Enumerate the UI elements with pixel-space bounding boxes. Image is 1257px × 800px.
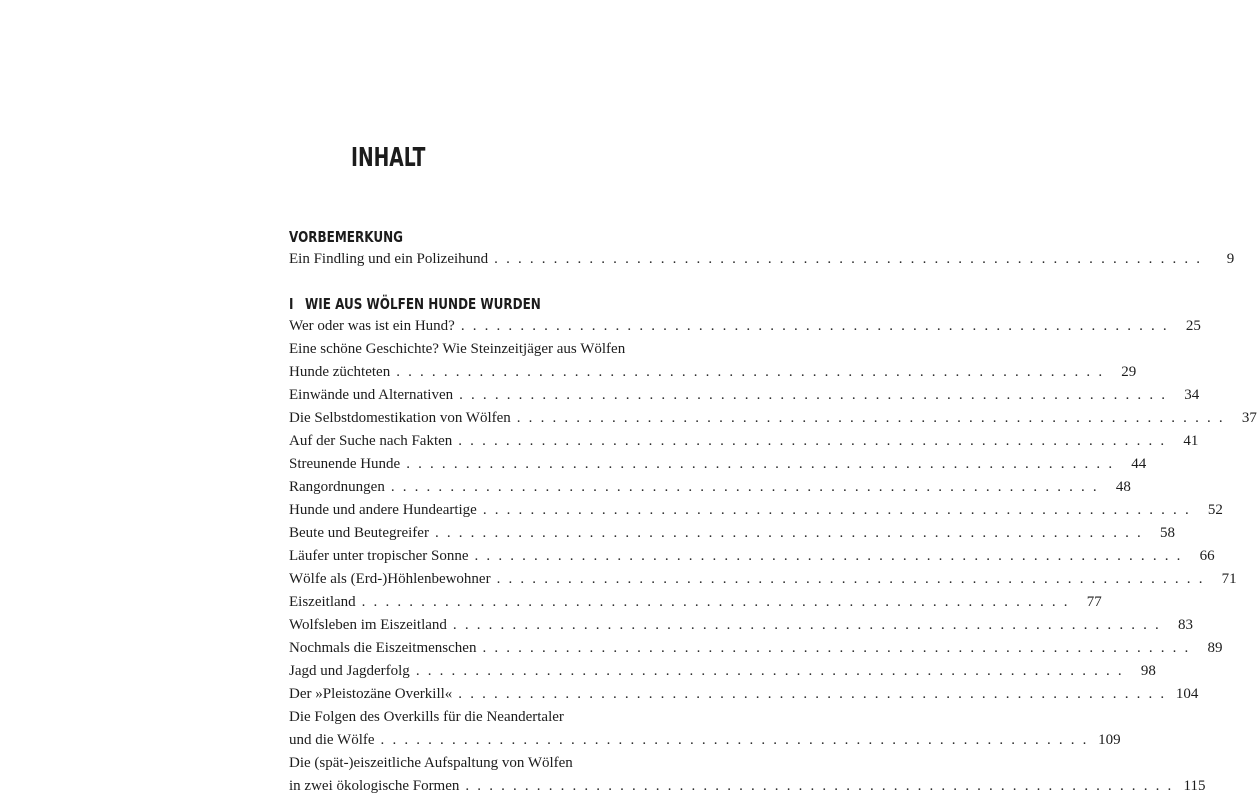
toc-entry-line <box>289 384 1200 407</box>
table-of-contents <box>289 226 1257 798</box>
toc-entry-line <box>289 660 1156 683</box>
toc-entry-text: Die Folgen des Overkills für die Neandertaler <box>289 709 564 725</box>
leader-dots: . . . . . . . . . . . . . . . . . . . . . . . . . . . . . . . . . . . . . . . . . . . . . . . . . . . . . . . . . . . . <box>415 663 1124 679</box>
page-number: 41 <box>1183 433 1199 449</box>
leader-dots: . . . . . . . . . . . . . . . . . . . . . . . . . . . . . . . . . . . . . . . . . . . . . . . . . . . . . . . . . . . . <box>434 525 1144 541</box>
toc-entry-text: Eine schöne Geschichte? Wie Steinzeitjäger aus Wölfen <box>289 341 626 357</box>
toc-entry-line <box>289 637 1223 660</box>
toc-entry[interactable] <box>289 568 1237 591</box>
leader-dots: . . . . . . . . . . . . . . . . . . . . . . . . . . . . . . . . . . . . . . . . . . . . . . . . . . . . . . . . . . . . <box>474 548 1183 564</box>
toc-entry[interactable] <box>289 591 1102 614</box>
page-number: 48 <box>1115 479 1131 495</box>
page-number: 9 <box>1226 251 1235 267</box>
toc-entry-text: Die Selbstdomestikation von Wölfen <box>289 410 511 426</box>
toc-entry-text: in zwei ökologische Formen <box>289 778 460 794</box>
toc-entry[interactable] <box>289 522 1176 545</box>
toc-entry-text: Wolfsleben im Eiszeitland <box>289 617 447 633</box>
section-number: I <box>289 295 294 313</box>
toc-entry[interactable] <box>289 407 1257 430</box>
toc-entry-text: Läufer unter tropischer Sonne <box>289 548 469 564</box>
toc-entry[interactable] <box>289 637 1223 660</box>
page-number: 25 <box>1185 318 1201 334</box>
leader-dots: . . . . . . . . . . . . . . . . . . . . . . . . . . . . . . . . . . . . . . . . . . . . . . . . . . . . . . . . . . . . <box>406 456 1115 472</box>
toc-entry[interactable] <box>289 453 1147 476</box>
toc-entry[interactable] <box>289 614 1193 637</box>
leader-dots: . . . . . . . . . . . . . . . . . . . . . . . . . . . . . . . . . . . . . . . . . . . . . . . . . . . . . . . . . . . . <box>361 594 1070 610</box>
toc-entry[interactable] <box>289 476 1131 499</box>
toc-entry-line <box>289 430 1199 453</box>
page-number: 83 <box>1177 617 1193 633</box>
toc-entry-text: Nochmals die Eiszeitmenschen <box>289 640 477 656</box>
toc-entry-line <box>289 775 1206 798</box>
toc-entry[interactable] <box>289 499 1223 522</box>
toc-entry-line <box>289 706 687 729</box>
toc-entry-text: Auf der Suche nach Fakten <box>289 433 453 449</box>
toc-entry-text: Wer oder was ist ein Hund? <box>289 318 455 334</box>
toc-entry-text: Hunde und andere Hundeartige <box>289 502 477 518</box>
leader-dots: . . . . . . . . . . . . . . . . . . . . . . . . . . . . . . . . . . . . . . . . . . . . . . . . . . . . . . . . . . . . <box>380 732 1089 748</box>
toc-entry-text: Einwände und Alternativen <box>289 387 454 403</box>
section-title: WIE AUS WÖLFEN HUNDE WURDEN <box>305 295 541 313</box>
toc-entry-line <box>289 315 1201 338</box>
leader-dots: . . . . . . . . . . . . . . . . . . . . . . . . . . . . . . . . . . . . . . . . . . . . . . . . . . . . . . . . . . . . <box>482 502 1191 518</box>
toc-entry[interactable] <box>289 545 1215 568</box>
toc-entry-line <box>289 568 1237 591</box>
leader-dots: . . . . . . . . . . . . . . . . . . . . . . . . . . . . . . . . . . . . . . . . . . . . . . . . . . . . . . . . . . . . <box>465 778 1174 794</box>
leader-dots: . . . . . . . . . . . . . . . . . . . . . . . . . . . . . . . . . . . . . . . . . . . . . . . . . . . . . . . . . . . . <box>390 479 1099 495</box>
page-number: 109 <box>1098 732 1121 748</box>
page-number: 44 <box>1131 456 1147 472</box>
toc-entry-line <box>289 752 687 775</box>
page-number: 66 <box>1199 548 1215 564</box>
toc-entry-line <box>289 453 1147 476</box>
toc-entry-line <box>289 522 1176 545</box>
leader-dots: . . . . . . . . . . . . . . . . . . . . . . . . . . . . . . . . . . . . . . . . . . . . . . . . . . . . . . . . . . . . <box>396 364 1105 380</box>
toc-entry-text: Beute und Beutegreifer <box>289 525 429 541</box>
page-number: 115 <box>1183 778 1206 794</box>
toc-entry-line <box>289 614 1193 637</box>
toc-entry-text: Jagd und Jagderfolg <box>289 663 410 679</box>
toc-entry-line <box>289 476 1131 499</box>
page-number: 77 <box>1086 594 1102 610</box>
toc-entry[interactable] <box>289 315 1201 338</box>
toc-entry[interactable] <box>289 706 1121 752</box>
page-number: 52 <box>1207 502 1223 518</box>
toc-entry[interactable] <box>289 338 1137 384</box>
section-heading <box>289 293 607 315</box>
page-number: 98 <box>1140 663 1156 679</box>
leader-dots: . . . . . . . . . . . . . . . . . . . . . . . . . . . . . . . . . . . . . . . . . . . . . . . . . . . . . . . . . . . . <box>460 318 1169 334</box>
toc-entry-text: und die Wölfe <box>289 732 375 748</box>
page-number: 37 <box>1241 410 1257 426</box>
toc-entry-text: Wölfe als (Erd-)Höhlenbewohner <box>289 571 491 587</box>
toc-entry[interactable] <box>289 248 1235 271</box>
page-number: 71 <box>1221 571 1237 587</box>
toc-entry-text: Rangordnungen <box>289 479 385 495</box>
page-number: 29 <box>1121 364 1137 380</box>
toc-entry-line <box>289 248 1235 271</box>
toc-entry-line <box>289 407 1257 430</box>
leader-dots: . . . . . . . . . . . . . . . . . . . . . . . . . . . . . . . . . . . . . . . . . . . . . . . . . . . . . . . . . . . . <box>516 410 1225 426</box>
toc-entry-text: Hunde züchteten <box>289 364 391 380</box>
toc-entry[interactable] <box>289 660 1156 683</box>
toc-entry[interactable] <box>289 683 1199 706</box>
toc-entry-text: Streunende Hunde <box>289 456 401 472</box>
page-number: 89 <box>1207 640 1223 656</box>
page-number: 58 <box>1160 525 1176 541</box>
leader-dots: . . . . . . . . . . . . . . . . . . . . . . . . . . . . . . . . . . . . . . . . . . . . . . . . . . . . . . . . . . . . <box>452 617 1161 633</box>
leader-dots: . . . . . . . . . . . . . . . . . . . . . . . . . . . . . . . . . . . . . . . . . . . . . . . . . . . . . . . . . . . . <box>459 387 1168 403</box>
toc-entry-line <box>289 545 1215 568</box>
toc-entry[interactable] <box>289 384 1200 407</box>
toc-entry-text: Die (spät-)eiszeitliche Aufspaltung von Wölfen <box>289 755 573 771</box>
toc-entry-line <box>289 499 1223 522</box>
toc-entry-line <box>289 338 687 361</box>
page-number: 104 <box>1175 686 1199 702</box>
toc-entry-line <box>289 361 1137 384</box>
toc-entry[interactable] <box>289 752 1206 798</box>
leader-dots: . . . . . . . . . . . . . . . . . . . . . . . . . . . . . . . . . . . . . . . . . . . . . . . . . . . . . . . . . . . . <box>496 571 1205 587</box>
toc-entry-line <box>289 591 1102 614</box>
section-title: VORBEMERKUNG <box>289 228 403 246</box>
toc-entry-line <box>289 683 1199 706</box>
leader-dots: . . . . . . . . . . . . . . . . . . . . . . . . . . . . . . . . . . . . . . . . . . . . . . . . . . . . . . . . . . . . <box>494 251 1203 267</box>
page-title: INHALT <box>351 143 426 174</box>
leader-dots: . . . . . . . . . . . . . . . . . . . . . . . . . . . . . . . . . . . . . . . . . . . . . . . . . . . . . . . . . . . . <box>458 686 1167 702</box>
leader-dots: . . . . . . . . . . . . . . . . . . . . . . . . . . . . . . . . . . . . . . . . . . . . . . . . . . . . . . . . . . . . <box>458 433 1167 449</box>
toc-entry-text: Eiszeitland <box>289 594 356 610</box>
toc-entry-text: Der »Pleistozäne Overkill« <box>289 686 453 702</box>
section-heading <box>289 226 607 248</box>
toc-entry[interactable] <box>289 430 1199 453</box>
toc-entry-text: Ein Findling und ein Polizeihund <box>289 251 489 267</box>
toc-entry-line <box>289 729 1121 752</box>
page-number: 34 <box>1184 387 1200 403</box>
leader-dots: . . . . . . . . . . . . . . . . . . . . . . . . . . . . . . . . . . . . . . . . . . . . . . . . . . . . . . . . . . . . <box>482 640 1191 656</box>
